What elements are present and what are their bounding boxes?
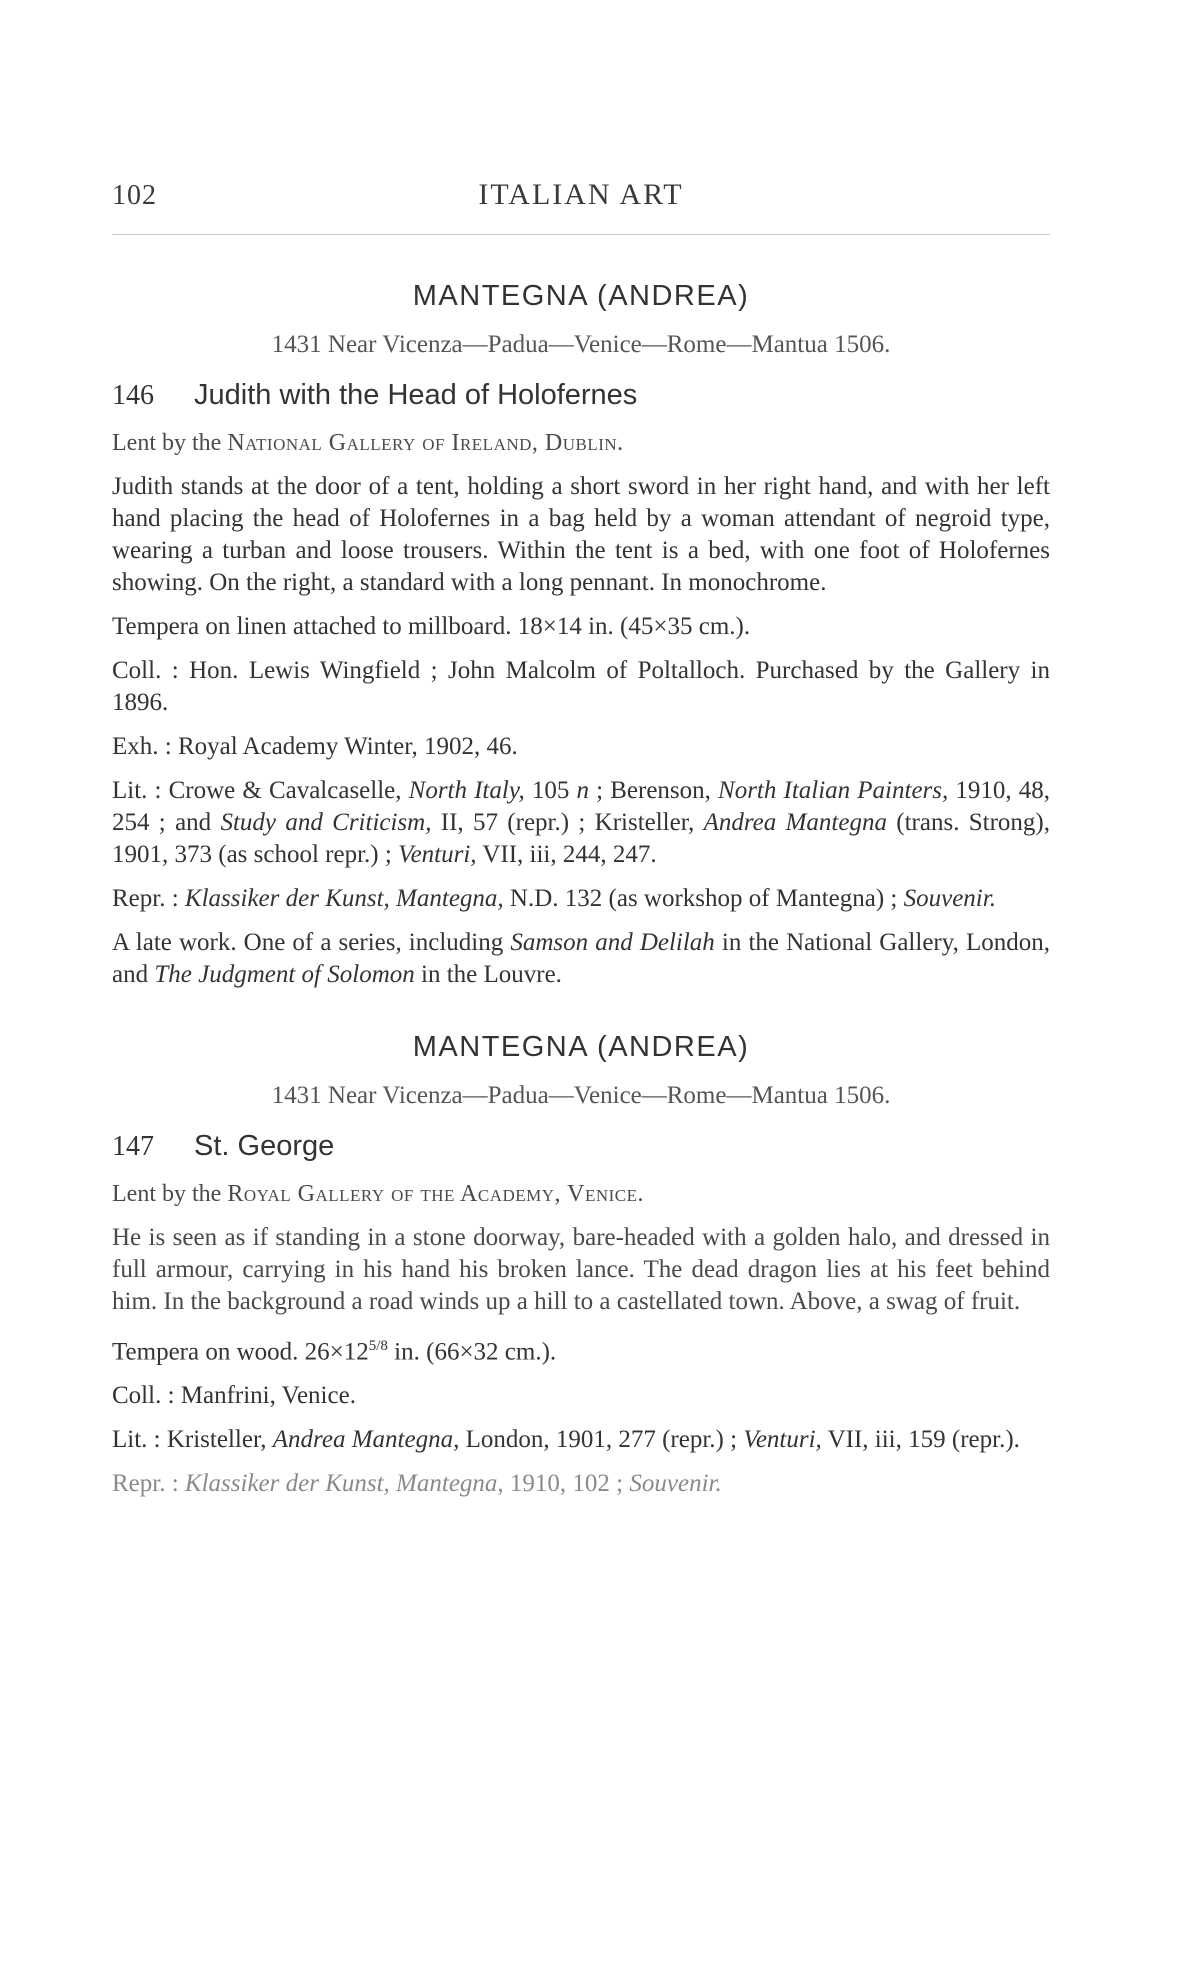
lit-italic: Venturi, — [743, 1426, 822, 1454]
lit-text: London, 1901, 277 (repr.) ; — [459, 1426, 744, 1454]
lit-text: 105 — [524, 777, 577, 804]
lit-italic: n — [576, 777, 590, 804]
lit-italic: Study and Criticism, — [220, 809, 432, 836]
repr-text: 1910, 102 ; — [503, 1470, 630, 1498]
lit-italic: Andrea Mantegna, — [272, 1426, 460, 1454]
lit-italic: North Italy, — [408, 777, 525, 804]
lit-italic: North Italian Painters, — [718, 777, 949, 804]
repr-italic: Klassiker der Kunst, Mantegna, — [184, 1470, 504, 1498]
repr-text: Repr. : — [112, 885, 185, 912]
lender-line — [112, 430, 1050, 457]
repr-italic: Souvenir. — [629, 1470, 722, 1498]
entry-title — [112, 379, 1050, 412]
entry-collection: Coll. : Manfrini, Venice. — [112, 1382, 356, 1410]
lit-text: ; Berenson, — [589, 777, 719, 804]
lit-text: Lit. : Kristeller, — [112, 1426, 273, 1454]
entry-number: 147 — [112, 1131, 154, 1162]
entry-exhibition: Exh. : Royal Academy Winter, 1902, 46. — [112, 733, 518, 760]
entry-description: He is seen as if standing in a stone doorway, bare-headed with a golden halo, and dressed in full armour, carrying in his hand his broken lance. The dead dragon lies at his feet behind him. In the background a road winds up a hill to a castellated town. Above, a swag of fruit. — [112, 1224, 1050, 1315]
entry-title-text: St. George — [194, 1130, 335, 1162]
entry-reproductions — [112, 883, 1050, 915]
lender-prefix: Lent by the — [112, 430, 228, 456]
artist-heading: MANTEGNA (ANDREA) — [412, 280, 750, 312]
section-gap — [112, 1003, 1050, 1031]
note-italic: Samson and Delilah — [510, 929, 715, 956]
page — [112, 0, 1050, 1962]
lender-line — [112, 1181, 1050, 1208]
entry-reproductions — [112, 1468, 1050, 1500]
lit-text: (trans. Strong), 1901, 373 (as school repr.) ; — [112, 809, 1051, 868]
medium-fraction: 5/8 — [368, 1338, 388, 1354]
entry-medium: Tempera on linen attached to millboard. 18×14 in. (45×35 cm.). — [112, 613, 751, 640]
medium-text: in. (66×32 cm.). — [387, 1338, 557, 1366]
catalogue-entry-146 — [112, 280, 1050, 991]
artist-dates: 1431 Near Vicenza—Padua—Venice—Rome—Mantua 1506. — [271, 331, 891, 358]
entry-title-text: Judith with the Head of Holofernes — [194, 379, 638, 411]
entry-description: Judith stands at the door of a tent, holding a short sword in her right hand, and with her left hand placing the head of Holofernes in a bag held by a woman attendant of negroid type, wearing a turban and loose trousers. Within the tent is a bed, with one foot of Holofernes showing. On the right, a standard with a long pennant. In monochrome. — [112, 473, 1050, 596]
lit-text: 1910, 48, 254 ; and — [112, 777, 1051, 836]
repr-italic: Souvenir. — [903, 885, 996, 912]
header-rule — [112, 234, 1050, 235]
repr-italic: Klassiker der Kunst, Mantegna, — [184, 885, 504, 912]
lit-italic: Andrea Mantegna — [703, 809, 887, 836]
entry-literature — [112, 1424, 1050, 1456]
medium-text: Tempera on wood. 26×12 — [112, 1338, 369, 1366]
entry-literature — [112, 775, 1050, 871]
repr-text: Repr. : — [112, 1470, 185, 1498]
catalogue-entry-147 — [112, 1031, 1050, 1500]
lender-name: Royal Gallery of the Academy, Venice. — [227, 1181, 644, 1207]
running-head — [112, 180, 1050, 220]
lender-prefix: Lent by the — [112, 1181, 228, 1207]
note-text: in the National Gallery, London, and — [112, 929, 1050, 988]
catalogue-content — [112, 280, 1050, 1512]
artist-heading: MANTEGNA (ANDREA) — [412, 1031, 750, 1063]
artist-dates: 1431 Near Vicenza—Padua—Venice—Rome—Mantua 1506. — [271, 1082, 891, 1109]
note-text: A late work. One of a series, including — [112, 929, 511, 956]
entry-note — [112, 927, 1050, 991]
entry-medium — [112, 1330, 1050, 1368]
lit-text: VII, iii, 244, 247. — [476, 841, 657, 868]
lit-text: II, 57 (repr.) ; Kristeller, — [431, 809, 704, 836]
page-number: 102 — [112, 180, 157, 211]
entry-number: 146 — [112, 380, 154, 411]
note-text: in the Louvre. — [414, 961, 562, 988]
lit-text: VII, iii, 159 (repr.). — [821, 1426, 1020, 1454]
lender-name: National Gallery of Ireland, Dublin. — [227, 430, 624, 456]
lit-italic: Venturi, — [398, 841, 477, 868]
running-title: ITALIAN ART — [478, 178, 684, 211]
entry-title — [112, 1130, 1050, 1163]
entry-collection: Coll. : Hon. Lewis Wingfield ; John Malcolm of Poltalloch. Purchased by the Gallery in 1896. — [112, 657, 1050, 716]
repr-text: N.D. 132 (as workshop of Mantegna) ; — [503, 885, 904, 912]
note-italic: The Judgment of Solomon — [154, 961, 415, 988]
lit-text: Lit. : Crowe & Cavalcaselle, — [112, 777, 409, 804]
